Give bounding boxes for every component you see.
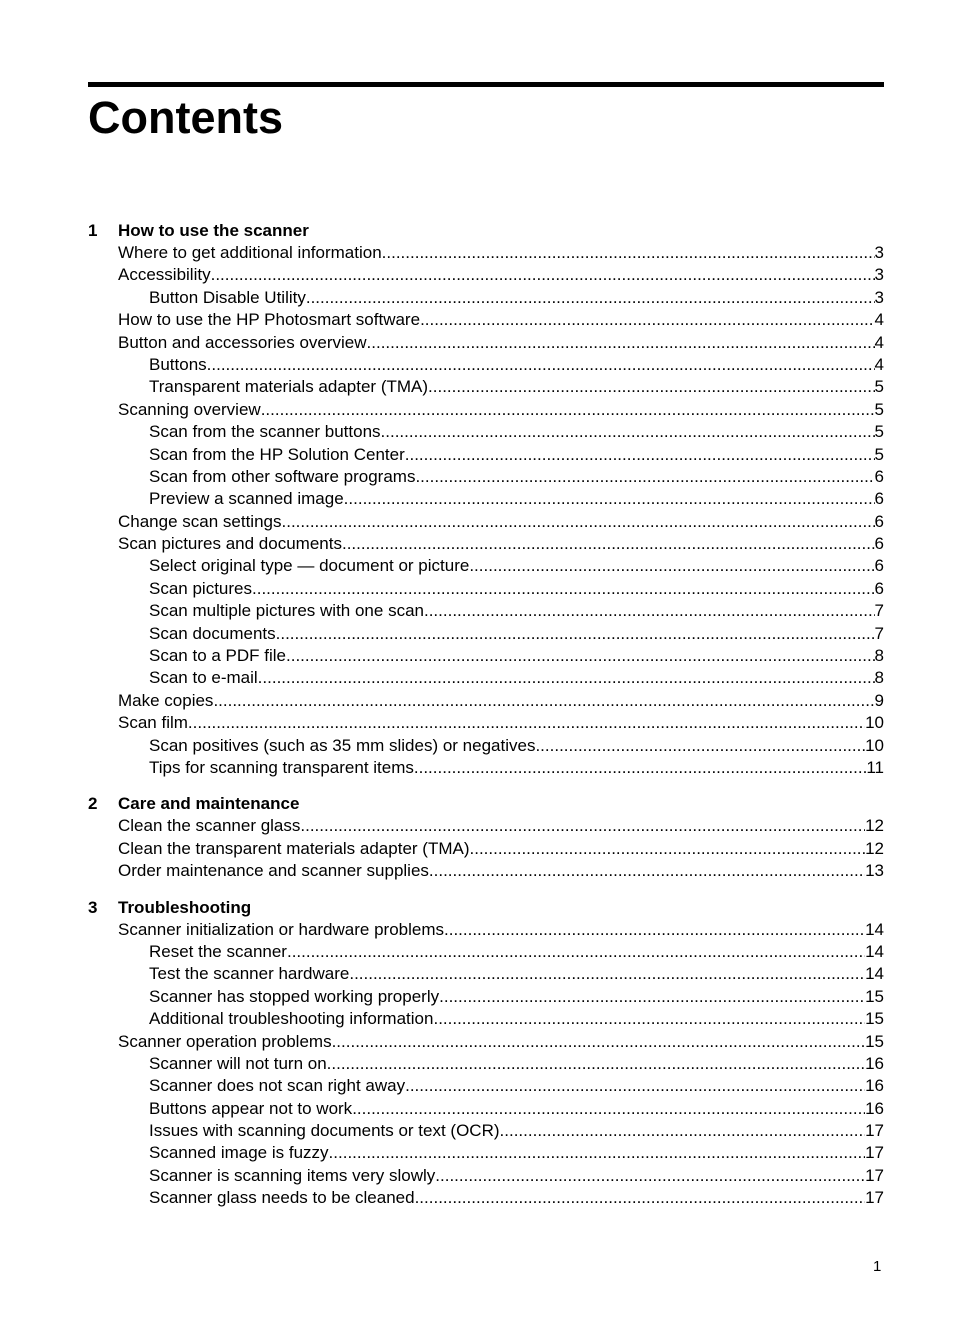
toc-entry-text: Scanning overview (118, 399, 261, 419)
dot-leader (188, 712, 865, 734)
dot-leader (276, 623, 875, 645)
page-number: 1 (873, 1258, 882, 1275)
toc-entry[interactable] (88, 600, 884, 622)
toc-entry-page: 9 (874, 690, 884, 710)
dot-leader (211, 264, 875, 286)
chapter-title: How to use the scanner (118, 221, 309, 240)
toc-entry[interactable] (88, 1187, 884, 1209)
dot-leader (405, 444, 875, 466)
toc-entry[interactable] (88, 735, 884, 757)
page-title: Contents (88, 92, 283, 143)
dot-leader (367, 332, 875, 354)
dot-leader (415, 1187, 866, 1209)
toc-entry[interactable] (88, 354, 884, 376)
dot-leader (282, 511, 875, 533)
dot-leader (352, 1098, 865, 1120)
chapter-section (88, 897, 884, 1210)
dot-leader (332, 1031, 866, 1053)
toc-entry-text: Scanner will not turn on (149, 1053, 327, 1073)
dot-leader (405, 1075, 865, 1097)
toc-entry-page: 10 (865, 713, 884, 733)
chapter-number: 3 (88, 897, 98, 917)
toc-entry-page: 6 (874, 534, 884, 554)
dot-leader (349, 963, 865, 985)
dot-leader (306, 287, 875, 309)
toc-entry[interactable] (88, 264, 884, 286)
toc-entry-text: Transparent materials adapter (TMA) (149, 377, 429, 397)
toc-entry-page: 5 (874, 422, 884, 442)
chapter-heading[interactable] (88, 793, 884, 815)
toc-entry[interactable] (88, 421, 884, 443)
toc-entry-page: 6 (874, 578, 884, 598)
toc-entry-text: Reset the scanner (149, 941, 287, 961)
toc-entry[interactable] (88, 712, 884, 734)
dot-leader (535, 735, 865, 757)
toc-entry-page: 16 (865, 1098, 884, 1118)
toc-entry-text: Select original type — document or picture (149, 556, 470, 576)
chapter-number: 1 (88, 221, 98, 240)
toc-entry-text: Scan from the scanner buttons (149, 422, 381, 442)
toc-entry-text: Scan pictures and documents (118, 534, 342, 554)
toc-entry-page: 8 (874, 646, 884, 666)
toc-entry[interactable] (88, 1098, 884, 1120)
toc-entry-text: Scanner initialization or hardware problems (118, 919, 444, 939)
toc-entry-page: 14 (865, 941, 884, 961)
chapter-title: Care and maintenance (118, 794, 300, 814)
toc-entry-text: Button and accessories overview (118, 332, 367, 352)
dot-leader (420, 309, 874, 331)
toc-entry-page: 12 (865, 816, 884, 836)
toc-entry-text: Change scan settings (118, 511, 282, 531)
toc-entry-page: 6 (874, 466, 884, 486)
toc-entry-text: Scan positives (such as 35 mm slides) or negatives (149, 735, 536, 755)
toc-entry-page: 3 (874, 243, 884, 262)
toc-entry-text: How to use the HP Photosmart software (118, 310, 421, 330)
toc-entry-page: 5 (874, 377, 884, 397)
toc-entry[interactable] (88, 690, 884, 712)
toc-entry[interactable] (88, 941, 884, 963)
dot-leader (435, 1165, 865, 1187)
toc-entry[interactable] (88, 1165, 884, 1187)
toc-entry-text: Order maintenance and scanner supplies (118, 861, 429, 881)
chapter-heading[interactable] (88, 897, 884, 919)
toc-entry[interactable] (88, 1008, 884, 1030)
toc-entry-text: Scanner glass needs to be cleaned (149, 1188, 415, 1208)
toc-entry[interactable] (88, 919, 884, 941)
toc-entry-page: 15 (865, 986, 884, 1006)
toc-entry-page: 6 (874, 489, 884, 509)
toc-entry-page: 3 (874, 287, 884, 307)
dot-leader (286, 645, 875, 667)
dot-leader (382, 242, 875, 264)
toc-entry-text: Test the scanner hardware (149, 964, 350, 984)
toc-entry[interactable] (88, 287, 884, 309)
toc-entry[interactable] (88, 1142, 884, 1164)
toc-entry[interactable] (88, 1120, 884, 1142)
toc-entry-page: 13 (865, 861, 884, 881)
toc-entry-text: Buttons appear not to work (149, 1098, 353, 1118)
dot-leader (287, 941, 865, 963)
toc-entry-page: 16 (865, 1076, 884, 1096)
toc-entry-text: Scan pictures (149, 578, 252, 598)
toc-entry-page: 8 (874, 668, 884, 688)
toc-entry-page: 4 (874, 310, 884, 330)
toc-entry-page: 4 (874, 354, 884, 374)
toc-entry-page: 17 (865, 1143, 884, 1163)
dot-leader (439, 986, 865, 1008)
toc-entry-text: Scanner has stopped working properly (149, 986, 440, 1006)
toc-entry-text: Accessibility (118, 265, 211, 285)
toc-entry-text: Scan from the HP Solution Center (149, 444, 405, 464)
toc-entry-text: Issues with scanning documents or text (OCR) (149, 1121, 500, 1141)
toc-entry-page: 4 (874, 332, 884, 352)
toc-entry[interactable] (88, 1075, 884, 1097)
toc-entry-page: 14 (865, 919, 884, 939)
toc-entry[interactable] (88, 623, 884, 645)
toc-entry-page: 17 (865, 1121, 884, 1141)
dot-leader (329, 1142, 866, 1164)
toc-entry-page: 12 (865, 838, 884, 858)
toc-entry[interactable] (88, 815, 884, 837)
title-rule (88, 82, 884, 87)
dot-leader (429, 860, 865, 882)
toc-entry-text: Scan to a PDF file (149, 646, 287, 666)
toc-entry[interactable] (88, 376, 884, 398)
toc-entry[interactable] (88, 838, 884, 860)
toc-entry[interactable] (88, 757, 884, 779)
dot-leader (207, 354, 875, 376)
toc-entry[interactable] (88, 511, 884, 533)
toc-entry[interactable] (88, 1031, 884, 1053)
toc-entry-page: 10 (865, 735, 884, 755)
toc-entry-page: 17 (865, 1188, 884, 1208)
toc-entry-text: Make copies (118, 690, 214, 710)
toc-entry-page: 6 (874, 556, 884, 576)
chapter-section (88, 793, 884, 882)
chapter-heading[interactable] (88, 220, 884, 242)
toc-entry-page: 17 (865, 1165, 884, 1185)
toc-entry-text: Scanner does not scan right away (149, 1076, 406, 1096)
toc-entry-page: 5 (874, 399, 884, 419)
toc-entry[interactable] (88, 645, 884, 667)
dot-leader (213, 690, 874, 712)
dot-leader (428, 376, 875, 398)
dot-leader (433, 1008, 865, 1030)
toc-entry[interactable] (88, 466, 884, 488)
dot-leader (252, 578, 875, 600)
dot-leader (469, 555, 874, 577)
toc-entry-page: 15 (865, 1009, 884, 1029)
toc-entry[interactable] (88, 555, 884, 577)
toc-entry[interactable] (88, 242, 884, 264)
toc-entry-text: Preview a scanned image (149, 489, 344, 509)
toc-entry-page: 7 (874, 623, 884, 643)
dot-leader (470, 838, 866, 860)
dot-leader (344, 488, 875, 510)
toc-entry-page: 6 (874, 511, 884, 531)
chapter-title: Troubleshooting (118, 897, 252, 917)
chapter-section (88, 220, 884, 779)
toc-entry[interactable] (88, 986, 884, 1008)
toc-entry[interactable] (88, 399, 884, 421)
toc-entry-text: Button Disable Utility (149, 287, 306, 307)
toc-entry-text: Clean the scanner glass (118, 816, 301, 836)
toc-entry-page: 16 (865, 1053, 884, 1073)
toc-entry-text: Tips for scanning transparent items (149, 757, 414, 777)
toc-entry-text: Scan film (118, 713, 188, 733)
toc-entry-text: Where to get additional information (118, 243, 382, 262)
toc-entry[interactable] (88, 309, 884, 331)
dot-leader (261, 399, 875, 421)
dot-leader (414, 757, 866, 779)
dot-leader (415, 466, 874, 488)
toc-entry-text: Scan documents (149, 623, 276, 643)
toc-entry[interactable] (88, 860, 884, 882)
toc-entry-text: Scan to e-mail (149, 668, 258, 688)
toc-entry-text: Additional troubleshooting information (149, 1009, 434, 1029)
toc-entry-text: Scanner operation problems (118, 1031, 332, 1051)
dot-leader (424, 600, 875, 622)
toc-entry[interactable] (88, 332, 884, 354)
toc-entry[interactable] (88, 667, 884, 689)
toc-entry-page: 14 (865, 964, 884, 984)
toc-entry[interactable] (88, 444, 884, 466)
dot-leader (381, 421, 875, 443)
toc-entry-page: 15 (865, 1031, 884, 1051)
toc-entry[interactable] (88, 578, 884, 600)
dot-leader (342, 533, 875, 555)
table-of-contents (88, 220, 884, 1224)
toc-entry[interactable] (88, 1053, 884, 1075)
toc-entry[interactable] (88, 533, 884, 555)
dot-leader (500, 1120, 866, 1142)
toc-entry-page: 11 (866, 757, 884, 777)
toc-entry-page: 5 (874, 444, 884, 464)
toc-entry-text: Scanner is scanning items very slowly (149, 1165, 436, 1185)
dot-leader (327, 1053, 865, 1075)
toc-entry-page: 3 (874, 265, 884, 285)
toc-entry-text: Buttons (149, 354, 207, 374)
toc-entry-page: 7 (874, 601, 884, 621)
toc-entry[interactable] (88, 488, 884, 510)
toc-entry[interactable] (88, 963, 884, 985)
dot-leader (444, 919, 865, 941)
dot-leader (258, 667, 875, 689)
toc-entry-text: Scanned image is fuzzy (149, 1143, 329, 1163)
toc-entry-text: Scan multiple pictures with one scan (149, 601, 424, 621)
dot-leader (300, 815, 865, 837)
toc-entry-text: Scan from other software programs (149, 466, 416, 486)
toc-entry-text: Clean the transparent materials adapter (TMA) (118, 838, 470, 858)
chapter-number: 2 (88, 794, 98, 814)
